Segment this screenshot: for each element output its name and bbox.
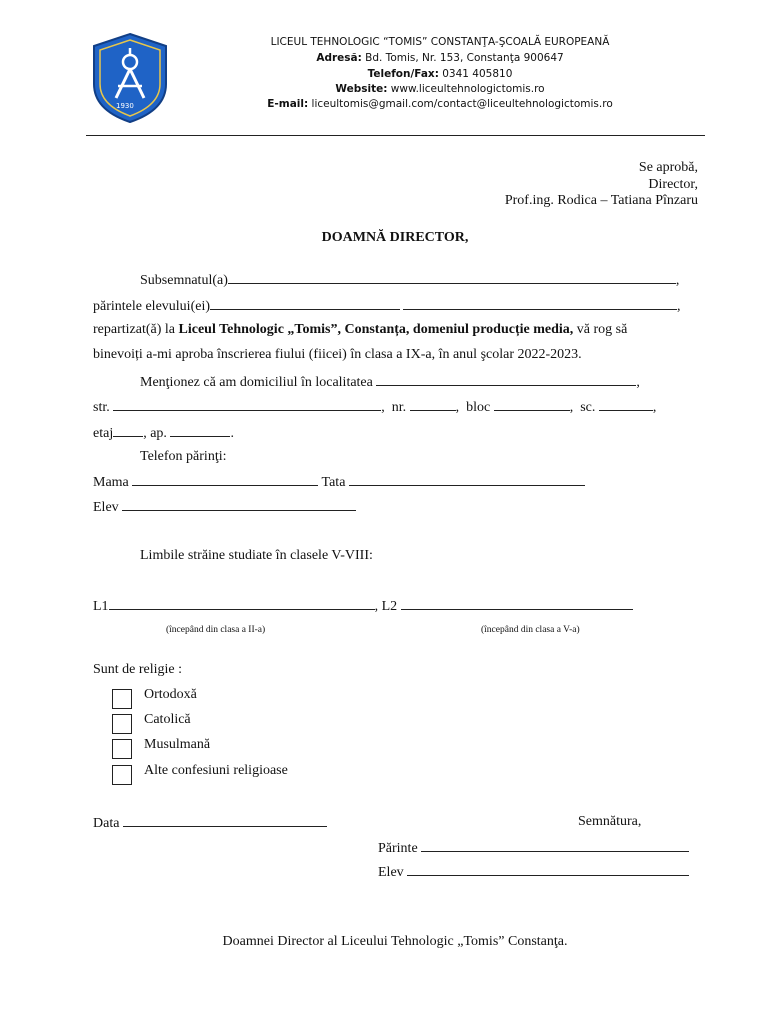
number-field[interactable] — [410, 398, 456, 411]
languages-label: Limbile străine studiate în clasele V-VIII: — [140, 548, 373, 563]
student-name-field[interactable] — [210, 297, 400, 310]
repartizat-line: repartizat(ă) la Liceul Tehnologic „Tomis”, Constanța, domeniul producție media, vă rog să — [93, 322, 628, 337]
student-signature-line: Elev — [378, 863, 689, 881]
date-field[interactable] — [123, 814, 327, 827]
phone-line: Telefon/Fax: 0341 405810 — [367, 68, 513, 80]
l1-note: (începând din clasa a II-a) — [166, 625, 266, 635]
religion-checkbox-muslim[interactable] — [112, 739, 132, 759]
staircase-field[interactable] — [599, 398, 653, 411]
student-name-field-2[interactable] — [403, 297, 677, 310]
father-phone-field[interactable] — [349, 473, 585, 486]
street-field[interactable] — [113, 398, 381, 411]
approval-line-2: Director, — [648, 177, 698, 192]
religion-checkbox-catholic[interactable] — [112, 714, 132, 734]
address-line: Adresă: Bd. Tomis, Nr. 153, Constanţa 900647 — [316, 52, 564, 64]
floor-field[interactable] — [113, 424, 143, 437]
block-field[interactable] — [494, 398, 570, 411]
l2-note: (începând din clasa a V-a) — [481, 625, 580, 635]
religion-option-other: Alte confesiuni religioase — [144, 763, 288, 778]
religion-checkbox-other[interactable] — [112, 765, 132, 785]
apartment-field[interactable] — [170, 424, 230, 437]
etaj-line: etaj , ap. . — [93, 426, 234, 441]
header-divider — [86, 135, 705, 136]
subsemnatul-line: Subsemnatul(a) , — [140, 273, 680, 288]
student-phone-line: Elev — [93, 498, 356, 516]
locality-field-2[interactable] — [496, 373, 636, 386]
domiciliu-line: Menţionez că am domiciliul în localitatea , — [140, 375, 640, 390]
religion-checkbox-orthodox[interactable] — [112, 689, 132, 709]
address-fields-line: str. , nr. , bloc , sc. , — [93, 400, 657, 415]
date-line: Data — [93, 814, 327, 832]
parent-signature-field[interactable] — [421, 839, 689, 852]
binevoiti-line: binevoiți a-mi aproba înscrierea fiului (fiicei) în clasa a IX-a, în anul şcolar 2022-2023. — [93, 347, 582, 362]
l1-field[interactable] — [109, 597, 375, 610]
approval-line-3: Prof.ing. Rodica – Tatiana Pînzaru — [504, 193, 698, 208]
telefon-label: Telefon părinţi: — [140, 449, 227, 464]
school-name: LICEUL TEHNOLOGIC “TOMIS” CONSTANŢA-ŞCOALĂ EUROPEANĂ — [270, 36, 610, 48]
email-line: E-mail: liceultomis@gmail.com/contact@liceultehnologictomis.ro — [267, 98, 613, 110]
student-phone-field[interactable] — [122, 498, 356, 511]
footer-addressee: Doamnei Director al Liceului Tehnologic „Tomis” Constanţa. — [222, 934, 568, 949]
approval-line-1: Se aprobă, — [638, 160, 698, 175]
logo-year: 1930 — [116, 102, 134, 110]
phone-parents-line: Mama Tata — [93, 473, 585, 491]
signature-label: Semnătura, — [578, 814, 642, 829]
student-signature-field[interactable] — [407, 863, 689, 876]
mother-phone-field[interactable] — [132, 473, 318, 486]
parent-signature-line: Părinte — [378, 839, 689, 857]
religion-label: Sunt de religie : — [93, 662, 183, 677]
locality-field[interactable] — [376, 373, 496, 386]
religion-option-orthodox: Ortodoxă — [144, 687, 197, 702]
religion-option-catholic: Catolică — [144, 712, 191, 727]
name-field[interactable] — [228, 271, 676, 284]
languages-line: L1 , L2 — [93, 597, 633, 615]
l2-field[interactable] — [401, 597, 633, 610]
letter-title: DOAMNĂ DIRECTOR, — [321, 230, 469, 245]
religion-option-muslim: Musulmană — [144, 737, 211, 752]
website-line: Website: www.liceultehnologictomis.ro — [335, 83, 545, 95]
parintele-line: părintele elevului(ei) , — [93, 299, 681, 314]
